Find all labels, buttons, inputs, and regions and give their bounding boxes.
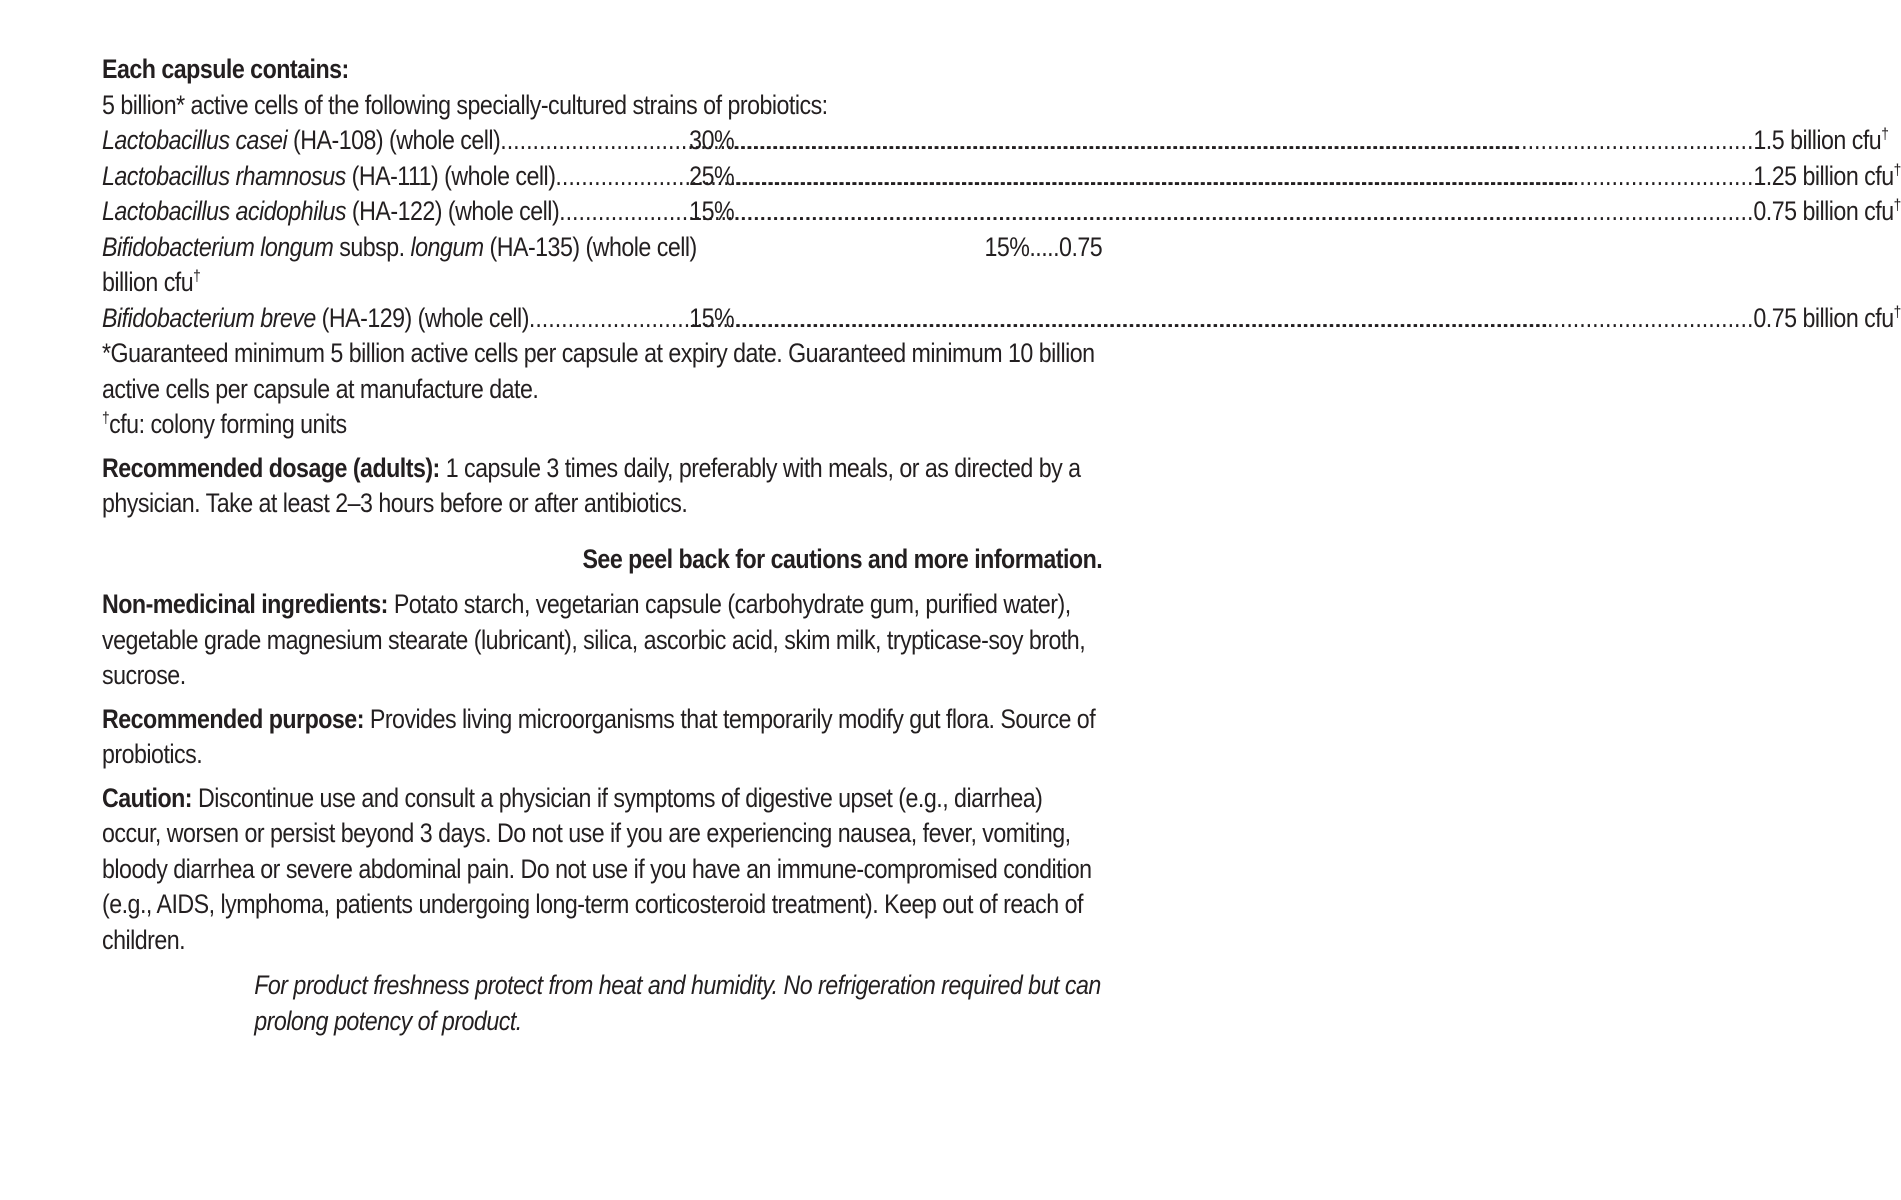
strain-percent: 25%: [689, 160, 735, 191]
purpose-text: Provides living microorganisms that temporarily modify gut flora. Source of probiotics.: [102, 703, 1096, 769]
ingredients-text: Potato starch, vegetarian capsule (carbohydrate gum, purified water), vegetable grade magnesium stearate (lubricant), silica, ascorbic acid, skim milk, trypticase-soy broth, sucrose.: [102, 589, 1086, 690]
leader-dots: [559, 194, 689, 230]
caution-section: [102, 781, 1102, 959]
strain-name: Lactobacillus acidophilus: [102, 196, 346, 226]
purpose-label: Recommended purpose:: [102, 703, 364, 734]
strain-row: [102, 194, 1901, 230]
intro-line: 5 billion* active cells of the following specially-cultured strains of probiotics:: [102, 89, 828, 120]
strain-detail: (HA-111) (whole cell): [345, 160, 556, 191]
strain-row-longum: [102, 230, 1102, 266]
dosage-label: Recommended dosage (adults):: [102, 452, 440, 483]
ingredients-section: [102, 587, 1102, 694]
strain-percent: 15%: [689, 196, 735, 226]
dagger-mark: †: [193, 268, 201, 285]
leader-dots: [734, 159, 1753, 195]
strain-wrap-line: [102, 265, 1102, 301]
strain-amount: 1.25 billion cfu: [1753, 160, 1894, 191]
leader-dots: [529, 301, 689, 337]
dagger-mark: †: [1893, 303, 1901, 321]
strain-name: Lactobacillus casei: [102, 125, 288, 155]
capsule-heading: Each capsule contains:: [102, 54, 349, 84]
purpose-section: [102, 702, 1102, 773]
leader-dots: [734, 194, 1753, 230]
strain-name: Bifidobacterium breve: [102, 302, 316, 333]
strain-tail: 15%.....0.75: [984, 231, 1103, 262]
strain-wrap: billion cfu: [102, 267, 194, 297]
leader-dots: [555, 159, 689, 195]
strain-row: [102, 123, 1889, 159]
dosage-text: 1 capsule 3 times daily, preferably with meals, or as directed by a physician. Take at least 2–3 hours before or after antibiotics.: [102, 452, 1081, 518]
strain-detail: (HA-122) (whole cell): [345, 196, 560, 226]
strain-amount: 0.75 billion cfu: [1753, 196, 1894, 226]
strain-row: [102, 159, 1901, 195]
caution-label: Caution:: [102, 782, 193, 813]
dagger-mark: †: [1893, 197, 1901, 214]
strain-name: Lactobacillus rhamnosus: [102, 160, 346, 191]
leader-dots: [500, 123, 689, 159]
peel-back-note: See peel back for cautions and more information.: [582, 543, 1103, 574]
guarantee-note: *Guaranteed minimum 5 billion active cells per capsule at expiry date. Guaranteed minimum 10 billion active cells per capsule at manufacture date.: [102, 338, 1095, 404]
dagger-mark: †: [1881, 126, 1889, 143]
dagger-mark: †: [102, 410, 110, 427]
strain-percent: 15%: [689, 302, 735, 333]
cfu-note-text: cfu: colony forming units: [109, 409, 347, 439]
strain-name: Bifidobacterium longum: [102, 231, 334, 262]
strain-amount: 0.75 billion cfu: [1753, 302, 1894, 333]
freshness-note: For product freshness protect from heat and humidity. No refrigeration required but can prolong potency of product.: [254, 970, 1101, 1036]
supplement-label: [102, 52, 1901, 1039]
strain-percent: 30%: [689, 125, 735, 155]
dagger-mark: †: [1893, 161, 1901, 179]
strain-amount: 1.5 billion cfu: [1753, 125, 1882, 155]
ingredients-label: Non-medicinal ingredients:: [102, 589, 388, 619]
strain-row: [102, 301, 1901, 337]
caution-text: Discontinue use and consult a physician if symptoms of digestive upset (e.g., diarrhea) occur, worsen or persist beyond 3 days. Do not use if you are experiencing nausea, fever, vomiting, bloody diarrhea or severe abdominal pain. Do not use if you have an immune-compromised condition (e.g., AIDS, lymphoma, patients undergoing long-term corticosteroid treatment). Keep out of reach of children.: [102, 782, 1092, 955]
strain-detail: (HA-108) (whole cell): [287, 125, 501, 155]
strain-detail: (HA-135) (whole cell): [483, 231, 697, 262]
leader-dots: [734, 123, 1753, 159]
strain-detail: (HA-129) (whole cell): [315, 302, 529, 333]
leader-dots: [734, 301, 1753, 337]
cfu-note: [102, 407, 1102, 443]
strain-subspecies: longum: [410, 231, 484, 262]
dosage-section: [102, 451, 1102, 522]
strain-subsp: subsp.: [333, 231, 411, 262]
